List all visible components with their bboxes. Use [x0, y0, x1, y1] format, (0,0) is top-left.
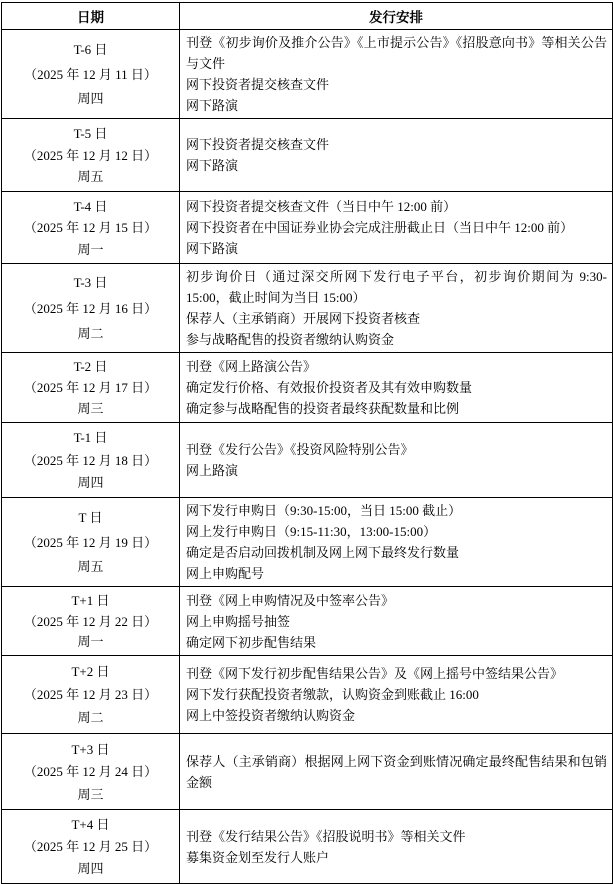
- calendar-date: （2025 年 12 月 19 日）: [23, 534, 158, 550]
- column-header-arrangement: 发行安排: [180, 3, 613, 30]
- weekday-label: 周一: [77, 634, 104, 650]
- weekday-label: 周四: [77, 861, 104, 876]
- arrangement-cell: [180, 264, 613, 353]
- arrangement-item: 网上申购配号: [186, 566, 265, 581]
- arrangement-item: 刊登《发行结果公告》《招股说明书》等相关文件: [186, 828, 466, 844]
- date-cell: [2, 810, 180, 884]
- schedule-row: [2, 498, 613, 587]
- t-day-label: T+1 日: [71, 592, 110, 608]
- schedule-row: [2, 656, 613, 734]
- date-cell: [2, 656, 180, 734]
- schedule-row: [2, 587, 613, 656]
- weekday-label: 周五: [77, 559, 104, 574]
- arrangement-cell: [180, 119, 613, 192]
- arrangement-item: 网上中签投资者缴纳认购资金: [186, 708, 356, 723]
- schedule-row: [2, 734, 613, 810]
- arrangement-item: 确定发行价格、有效报价投资者及其有效申购数量: [186, 380, 473, 395]
- date-cell: [2, 192, 180, 264]
- arrangement-item: 网上路演: [186, 463, 239, 478]
- schedule-row: [2, 810, 613, 884]
- arrangement-item: 网下投资者提交核查文件: [186, 77, 330, 92]
- date-cell: [2, 498, 180, 587]
- date-cell-content: [2, 502, 179, 583]
- schedule-row: [2, 119, 613, 192]
- date-cell: [2, 423, 180, 498]
- arrangement-item: 刊登《初步询价及推介公告》《上市提示公告》《招股意向书》等相关公告与文件: [186, 35, 607, 71]
- date-cell-content: [2, 34, 179, 114]
- date-cell: [2, 587, 180, 656]
- arrangement-item: 初步询价日（通过深交所网下发行电子平台，初步询价期间为 9:30-15:00，截止时间为当日 15:00）: [186, 269, 607, 305]
- arrangement-item: 确定网下初步配售结果: [186, 634, 317, 650]
- arrangement-item: 确定是否启动回拨机制及网上网下最终发行数量: [186, 545, 460, 560]
- t-day-label: T-4 日: [73, 198, 108, 214]
- arrangement-item: 保荐人（主承销商）开展网下投资者核查: [186, 311, 421, 326]
- date-cell-content: [2, 424, 179, 496]
- date-cell-content: [2, 811, 179, 882]
- arrangement-cell: [180, 734, 613, 810]
- issuance-schedule-table: [1, 2, 613, 884]
- arrangement-item: 网下路演: [186, 98, 239, 113]
- t-day-label: T+2 日: [71, 664, 110, 679]
- date-cell: [2, 353, 180, 423]
- weekday-label: 周二: [77, 325, 104, 341]
- arrangement-item: 参与战略配售的投资者缴纳认购资金: [186, 332, 395, 347]
- arrangement-item: 刊登《发行公告》《投资风险特别公告》: [186, 442, 414, 457]
- t-day-label: T-3 日: [73, 275, 108, 291]
- arrangement-item: 募集资金划至发行人账户: [186, 849, 330, 865]
- date-cell-content: [2, 354, 179, 421]
- t-day-label: T-6 日: [73, 42, 108, 58]
- arrangement-item: 网上申购摇号抽签: [186, 613, 291, 629]
- t-day-label: T+4 日: [71, 817, 110, 832]
- arrangement-item: 网下路演: [186, 241, 239, 256]
- weekday-label: 周二: [77, 710, 104, 725]
- date-cell-content: [2, 266, 179, 350]
- arrangement-cell: [180, 30, 613, 119]
- arrangement-item: 网下投资者提交核查文件（当日中午 12:00 前）: [186, 199, 457, 214]
- schedule-row: [2, 192, 613, 264]
- arrangement-cell: [180, 656, 613, 734]
- t-day-label: T-2 日: [73, 359, 108, 374]
- date-cell-content: [2, 588, 179, 654]
- arrangement-item: 刊登《网上路演公告》: [186, 359, 317, 374]
- calendar-date: （2025 年 12 月 12 日）: [23, 147, 158, 163]
- date-cell-content: [2, 193, 179, 262]
- schedule-row: [2, 30, 613, 119]
- weekday-label: 周三: [77, 786, 104, 802]
- date-cell: [2, 30, 180, 119]
- arrangement-item: 网上发行申购日（9:15-11:30，13:00-15:00）: [186, 524, 437, 539]
- arrangement-cell: [180, 353, 613, 423]
- weekday-label: 周四: [77, 474, 104, 490]
- column-header-date: 日期: [2, 3, 180, 30]
- arrangement-cell: [180, 587, 613, 656]
- header-row: [2, 3, 613, 30]
- arrangement-item: 刊登《网上申购情况及中签率公告》: [186, 592, 395, 608]
- t-day-label: T-5 日: [73, 125, 108, 141]
- date-cell: [2, 734, 180, 810]
- t-day-label: T+3 日: [71, 741, 110, 757]
- arrangement-item: 网下路演: [186, 158, 239, 173]
- arrangement-item: 网下发行申购日（9:30-15:00，当日 15:00 截止）: [186, 503, 462, 518]
- arrangement-cell: [180, 498, 613, 587]
- date-cell: [2, 264, 180, 353]
- arrangement-item: 保荐人（主承销商）根据网上网下资金到账情况确定最终配售结果和包销金额: [186, 753, 607, 790]
- date-cell-content: [2, 735, 179, 808]
- arrangement-item: 网下投资者在中国证券业协会完成注册截止日（当日中午 12:00 前）: [186, 220, 574, 235]
- calendar-date: （2025 年 12 月 23 日）: [23, 687, 158, 702]
- weekday-label: 周一: [77, 241, 104, 257]
- calendar-date: （2025 年 12 月 16 日）: [23, 300, 158, 316]
- arrangement-item: 确定参与战略配售的投资者最终获配数量和比例: [186, 401, 460, 416]
- weekday-label: 周四: [77, 90, 104, 106]
- calendar-date: （2025 年 12 月 18 日）: [23, 452, 158, 468]
- arrangement-cell: [180, 192, 613, 264]
- calendar-date: （2025 年 12 月 17 日）: [23, 380, 158, 395]
- weekday-label: 周三: [77, 401, 104, 416]
- calendar-date: （2025 年 12 月 15 日）: [23, 220, 158, 235]
- calendar-date: （2025 年 12 月 25 日）: [23, 839, 158, 854]
- t-day-label: T 日: [78, 510, 103, 525]
- t-day-label: T-1 日: [73, 430, 108, 446]
- calendar-date: （2025 年 12 月 11 日）: [24, 66, 157, 82]
- calendar-date: （2025 年 12 月 24 日）: [23, 764, 158, 779]
- arrangement-item: 刊登《网下发行初步配售结果公告》及《网上摇号中签结果公告》: [186, 666, 564, 681]
- schedule-row: [2, 353, 613, 423]
- schedule-row: [2, 264, 613, 353]
- arrangement-cell: [180, 423, 613, 498]
- calendar-date: （2025 年 12 月 22 日）: [23, 613, 158, 629]
- arrangement-item: 网下发行获配投资者缴款，认购资金到账截止 16:00: [186, 687, 479, 702]
- arrangement-cell: [180, 810, 613, 884]
- date-cell-content: [2, 657, 179, 732]
- schedule-row: [2, 423, 613, 498]
- arrangement-item: 网下投资者提交核查文件: [186, 137, 330, 152]
- date-cell: [2, 119, 180, 192]
- date-cell-content: [2, 120, 179, 190]
- weekday-label: 周五: [77, 169, 104, 185]
